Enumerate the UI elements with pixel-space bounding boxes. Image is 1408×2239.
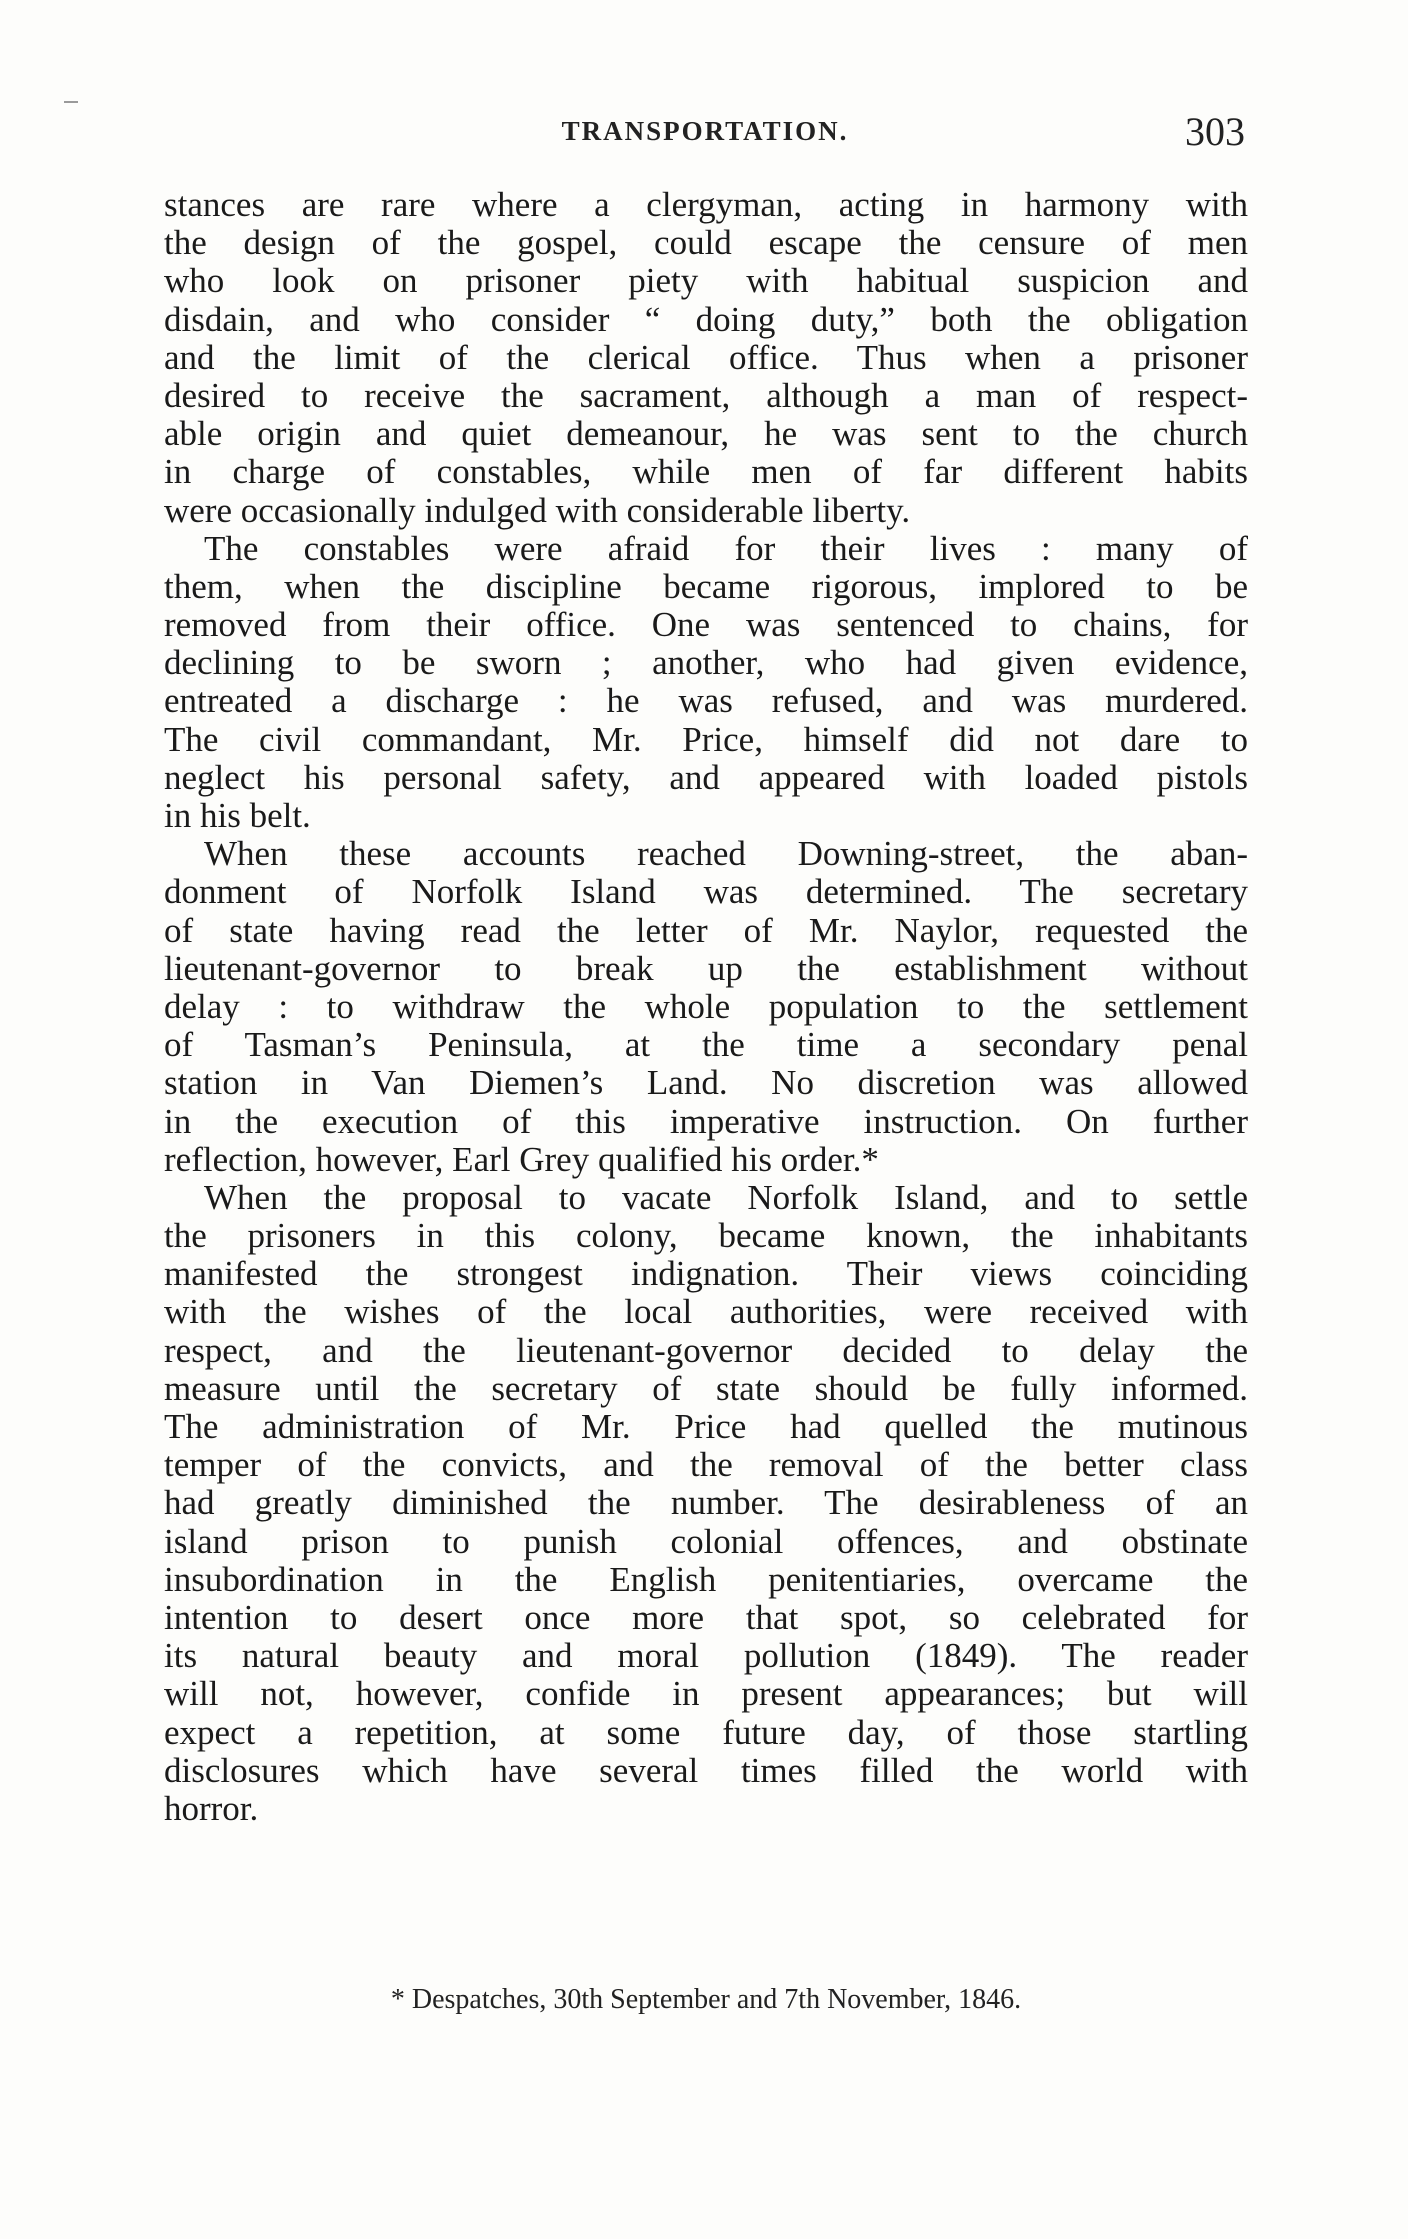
text-line: station in Van Diemen’s Land. No discretion was allowed — [164, 1064, 1248, 1103]
text-line: able origin and quiet demeanour, he was sent to the church — [164, 415, 1248, 454]
text-line: with the wishes of the local authorities, were received with — [164, 1293, 1248, 1332]
text-line: delay : to withdraw the whole population to the settlement — [164, 987, 1248, 1026]
text-line: donment of Norfolk Island was determined. The secretary — [164, 873, 1248, 912]
text-line: stances are rare where a clergyman, acting in harmony with — [164, 186, 1248, 224]
text-line: temper of the convicts, and the removal of the better class — [164, 1446, 1248, 1485]
running-head: TRANSPORTATION. — [561, 116, 849, 146]
text-line: the prisoners in this colony, became known, the inhabitants — [164, 1217, 1248, 1256]
text-line: reflection, however, Earl Grey qualified his order.* — [164, 1140, 879, 1179]
text-line: lieutenant-governor to break up the establishment without — [164, 949, 1248, 988]
text-line: manifested the strongest indignation. Their views coinciding — [164, 1255, 1248, 1294]
text-line: disclosures which have several times filled the world with — [164, 1751, 1248, 1790]
body-text — [164, 186, 1248, 1828]
paragraph-4 — [164, 1179, 1248, 1828]
text-line: of Tasman’s Peninsula, at the time a secondary penal — [164, 1026, 1248, 1065]
text-line: them, when the discipline became rigorous, implored to be — [164, 567, 1248, 606]
text-line: disdain, and who consider “ doing duty,” both the obligation — [164, 300, 1248, 339]
text-line: The civil commandant, Mr. Price, himself did not dare to — [164, 720, 1248, 759]
text-line: had greatly diminished the number. The desirableness of an — [164, 1484, 1248, 1523]
text-line: in charge of constables, while men of far different habits — [164, 453, 1248, 492]
text-line: removed from their office. One was sentenced to chains, for — [164, 606, 1248, 645]
paragraph-1 — [164, 186, 1248, 530]
text-line: were occasionally indulged with considerable liberty. — [164, 491, 911, 530]
text-line: who look on prisoner piety with habitual suspicion and — [164, 262, 1248, 301]
text-line: neglect his personal safety, and appeared with loaded pistols — [164, 758, 1248, 797]
text-line: its natural beauty and moral pollution (1849). The reader — [164, 1637, 1248, 1676]
text-line: insubordination in the English penitentiaries, overcame the — [164, 1560, 1248, 1599]
text-line: island prison to punish colonial offences, and obstinate — [164, 1522, 1248, 1561]
text-line: horror. — [164, 1789, 259, 1828]
text-line: the design of the gospel, could escape the censure of men — [164, 224, 1248, 263]
text-line: desired to receive the sacrament, although a man of respect- — [164, 376, 1248, 415]
text-line: measure until the secretary of state should be fully informed. — [164, 1369, 1248, 1408]
text-line: and the limit of the clerical office. Thus when a prisoner — [164, 338, 1248, 377]
page-header — [165, 108, 1245, 156]
text-line: in the execution of this imperative instruction. On further — [164, 1102, 1248, 1141]
text-line: expect a repetition, at some future day, of those startling — [164, 1713, 1248, 1752]
text-line: When these accounts reached Downing-street, the aban- — [204, 835, 1248, 874]
paragraph-2 — [164, 530, 1248, 836]
text-line: The constables were afraid for their lives : many of — [204, 529, 1248, 568]
text-line: entreated a discharge : he was refused, and was murdered. — [164, 682, 1248, 721]
text-line: declining to be sworn ; another, who had given evidence, — [164, 644, 1248, 683]
text-line: will not, however, confide in present appearances; but will — [164, 1675, 1248, 1714]
margin-mark — [64, 101, 78, 103]
text-line: intention to desert once more that spot, so celebrated for — [164, 1598, 1248, 1637]
text-line: The administration of Mr. Price had quelled the mutinous — [164, 1408, 1248, 1446]
paragraph-3 — [164, 835, 1248, 1179]
page-number: 303 — [1185, 109, 1245, 154]
text-line: in his belt. — [164, 797, 311, 835]
text-line: respect, and the lieutenant-governor decided to delay the — [164, 1331, 1248, 1370]
text-line: When the proposal to vacate Norfolk Island, and to settle — [204, 1178, 1248, 1217]
text-line: of state having read the letter of Mr. Naylor, requested the — [164, 911, 1248, 950]
footnote: * Despatches, 30th September and 7th November, 1846. — [390, 1984, 1022, 2015]
